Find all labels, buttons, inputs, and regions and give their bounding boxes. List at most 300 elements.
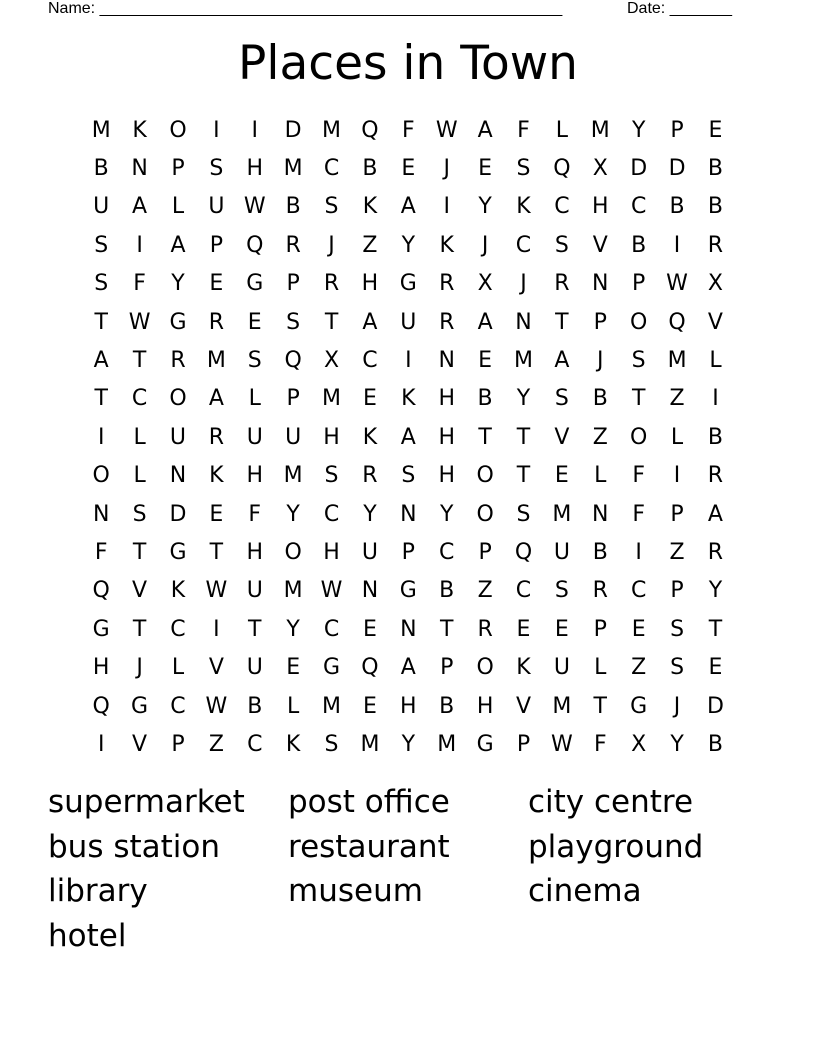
- grid-letter: F: [632, 501, 645, 527]
- grid-row: [82, 303, 735, 341]
- grid-letter: K: [170, 578, 186, 604]
- grid-letter: G: [131, 693, 149, 719]
- grid-letter: M: [514, 348, 533, 374]
- grid-letter: G: [246, 271, 264, 297]
- grid-letter: C: [170, 693, 186, 719]
- grid-row: [82, 495, 735, 533]
- grid-letter: S: [631, 348, 646, 374]
- grid-letter: D: [284, 117, 302, 143]
- grid-letter: T: [132, 539, 147, 565]
- grid-letter: S: [554, 578, 569, 604]
- word-list-item: library: [48, 873, 148, 910]
- grid-letter: P: [478, 539, 492, 565]
- grid-letter: N: [169, 463, 187, 489]
- grid-letter: C: [554, 194, 570, 220]
- grid-letter: K: [362, 424, 378, 450]
- grid-letter: M: [206, 348, 226, 374]
- grid-letter: M: [283, 156, 303, 182]
- grid-letter: L: [709, 348, 722, 374]
- grid-letter: T: [478, 424, 492, 450]
- grid-letter: L: [133, 424, 146, 450]
- grid-letter: N: [438, 348, 455, 374]
- word-list-item: supermarket: [48, 784, 245, 820]
- grid-letter: Y: [478, 194, 492, 220]
- grid-letter: B: [439, 578, 455, 604]
- grid-row: [82, 149, 735, 187]
- grid-letter: U: [285, 424, 302, 450]
- grid-letter: S: [324, 194, 339, 220]
- grid-letter: P: [440, 655, 454, 681]
- grid-letter: X: [324, 348, 340, 374]
- grid-row: [82, 226, 735, 264]
- grid-letter: S: [247, 348, 262, 374]
- grid-letter: U: [553, 655, 570, 681]
- grid-letter: P: [209, 232, 223, 258]
- grid-letter: E: [554, 616, 569, 642]
- grid-letter: U: [553, 539, 570, 565]
- grid-letter: Q: [668, 309, 686, 335]
- grid-letter: C: [170, 616, 186, 642]
- grid-letter: K: [516, 655, 531, 681]
- grid-letter: H: [323, 424, 340, 450]
- grid-letter: L: [171, 655, 185, 681]
- grid-letter: F: [248, 501, 262, 527]
- grid-letter: V: [707, 309, 723, 335]
- grid-letter: O: [630, 309, 648, 335]
- grid-letter: C: [323, 156, 340, 182]
- grid-letter: H: [438, 386, 455, 412]
- grid-letter: Z: [208, 731, 224, 757]
- grid-letter: S: [94, 232, 109, 258]
- grid-letter: H: [438, 424, 455, 450]
- word-list-item: cinema: [528, 873, 642, 910]
- grid-letter: M: [91, 117, 111, 143]
- grid-letter: R: [592, 578, 608, 604]
- grid-letter: P: [286, 271, 300, 297]
- grid-letter: H: [438, 463, 455, 489]
- grid-letter: J: [481, 232, 489, 258]
- grid-row: [82, 687, 735, 725]
- grid-letter: O: [284, 539, 302, 565]
- grid-letter: K: [401, 386, 416, 412]
- grid-letter: S: [516, 501, 531, 527]
- grid-letter: R: [707, 463, 724, 489]
- letter-grid: [82, 111, 735, 764]
- grid-letter: M: [437, 731, 457, 757]
- grid-letter: H: [323, 539, 340, 565]
- grid-letter: M: [283, 463, 303, 489]
- grid-letter: V: [515, 693, 532, 719]
- grid-letter: K: [132, 117, 147, 143]
- grid-letter: O: [476, 501, 494, 527]
- grid-letter: A: [362, 309, 378, 335]
- grid-letter: H: [400, 693, 417, 719]
- grid-letter: P: [171, 156, 185, 182]
- grid-letter: Q: [246, 232, 264, 258]
- grid-letter: H: [592, 194, 609, 220]
- grid-letter: R: [362, 463, 378, 489]
- word-list-item: hotel: [48, 917, 127, 954]
- grid-letter: E: [362, 693, 377, 719]
- grid-letter: X: [477, 271, 493, 297]
- grid-letter: U: [361, 539, 378, 565]
- grid-letter: E: [209, 271, 224, 297]
- grid-letter: C: [439, 539, 455, 565]
- grid-letter: G: [92, 616, 110, 642]
- grid-letter: L: [594, 463, 607, 489]
- word-list-item: bus station: [48, 828, 221, 865]
- grid-letter: S: [516, 156, 531, 182]
- word-list-item: city centre: [528, 784, 694, 820]
- grid-letter: Y: [670, 731, 684, 757]
- grid-letter: S: [554, 386, 569, 412]
- grid-letter: B: [285, 194, 301, 220]
- grid-letter: M: [322, 386, 342, 412]
- grid-row: [82, 188, 735, 226]
- grid-letter: F: [593, 731, 607, 757]
- word-list-item: post office: [288, 784, 450, 820]
- grid-letter: C: [630, 194, 647, 220]
- grid-letter: R: [208, 424, 225, 450]
- grid-letter: C: [515, 232, 532, 258]
- grid-letter: J: [597, 348, 604, 374]
- grid-letter: K: [209, 463, 224, 489]
- grid-letter: B: [247, 693, 263, 719]
- grid-letter: H: [361, 271, 379, 297]
- grid-letter: A: [477, 117, 493, 143]
- grid-letter: P: [171, 731, 185, 757]
- grid-letter: Y: [286, 501, 300, 527]
- grid-letter: G: [169, 539, 187, 565]
- grid-letter: O: [92, 463, 110, 489]
- grid-letter: M: [360, 731, 380, 757]
- grid-letter: Q: [361, 655, 379, 681]
- grid-letter: X: [592, 156, 608, 182]
- grid-row: [82, 533, 735, 571]
- grid-letter: C: [362, 348, 378, 374]
- grid-row: [82, 265, 735, 303]
- grid-letter: F: [401, 117, 415, 143]
- grid-letter: A: [477, 309, 493, 335]
- grid-letter: Z: [669, 539, 685, 565]
- grid-row: [82, 341, 735, 379]
- grid-letter: C: [323, 616, 340, 642]
- grid-letter: Y: [171, 271, 185, 297]
- grid-letter: A: [170, 232, 186, 258]
- grid-letter: I: [673, 232, 681, 258]
- grid-letter: F: [94, 539, 108, 565]
- grid-letter: H: [246, 539, 264, 565]
- grid-letter: Y: [631, 117, 646, 143]
- grid-letter: P: [286, 386, 300, 412]
- grid-letter: J: [520, 271, 527, 297]
- grid-letter: O: [476, 655, 494, 681]
- grid-letter: W: [205, 693, 228, 719]
- grid-letter: Z: [592, 424, 608, 450]
- grid-letter: E: [401, 156, 416, 182]
- grid-letter: M: [552, 501, 572, 527]
- grid-letter: U: [246, 424, 263, 450]
- grid-letter: B: [93, 156, 109, 182]
- grid-row: [82, 572, 735, 610]
- grid-row: [82, 457, 735, 495]
- grid-letter: D: [169, 501, 187, 527]
- grid-letter: R: [208, 309, 225, 335]
- grid-row: [82, 380, 735, 418]
- grid-letter: J: [443, 156, 450, 182]
- grid-letter: T: [593, 693, 607, 719]
- grid-letter: X: [707, 271, 723, 297]
- grid-letter: S: [324, 463, 339, 489]
- grid-letter: G: [169, 309, 187, 335]
- grid-letter: E: [362, 386, 377, 412]
- grid-letter: P: [670, 578, 684, 604]
- grid-letter: N: [361, 578, 379, 604]
- grid-letter: W: [320, 578, 343, 604]
- grid-letter: F: [517, 117, 530, 143]
- grid-letter: S: [401, 463, 416, 489]
- grid-letter: E: [516, 616, 531, 642]
- grid-letter: W: [551, 731, 573, 757]
- grid-letter: T: [555, 309, 569, 335]
- grid-letter: Q: [284, 348, 302, 374]
- grid-letter: P: [670, 117, 684, 143]
- grid-letter: I: [405, 348, 412, 374]
- grid-row: [82, 648, 735, 686]
- grid-letter: M: [322, 117, 342, 143]
- grid-letter: S: [554, 232, 569, 258]
- grid-letter: P: [401, 539, 415, 565]
- grid-row: [82, 418, 735, 456]
- grid-letter: R: [439, 309, 455, 335]
- grid-letter: L: [287, 693, 300, 719]
- grid-letter: B: [631, 232, 647, 258]
- grid-letter: M: [552, 693, 572, 719]
- grid-letter: O: [169, 386, 187, 412]
- grid-letter: B: [439, 693, 455, 719]
- grid-letter: R: [707, 539, 724, 565]
- grid-letter: S: [132, 501, 147, 527]
- grid-letter: R: [170, 348, 186, 374]
- grid-letter: N: [592, 501, 609, 527]
- grid-letter: K: [439, 232, 454, 258]
- grid-letter: X: [631, 731, 647, 757]
- grid-letter: N: [400, 616, 417, 642]
- grid-letter: R: [285, 232, 301, 258]
- grid-row: [82, 610, 735, 648]
- grid-letter: Y: [439, 501, 454, 527]
- grid-letter: G: [476, 731, 494, 757]
- grid-letter: G: [630, 693, 648, 719]
- page-title: Places in Town: [238, 36, 578, 91]
- grid-letter: E: [708, 655, 723, 681]
- grid-letter: C: [131, 386, 148, 412]
- grid-letter: W: [128, 309, 151, 335]
- grid-letter: U: [246, 655, 263, 681]
- grid-letter: W: [243, 194, 266, 220]
- grid-letter: S: [670, 655, 685, 681]
- grid-letter: L: [133, 463, 146, 489]
- grid-letter: U: [169, 424, 187, 450]
- grid-letter: T: [516, 424, 531, 450]
- grid-letter: T: [132, 348, 147, 374]
- grid-letter: B: [592, 539, 608, 565]
- grid-letter: S: [209, 156, 224, 182]
- grid-letter: E: [362, 616, 377, 642]
- grid-letter: Y: [363, 501, 377, 527]
- grid-letter: N: [515, 309, 532, 335]
- grid-letter: R: [323, 271, 340, 297]
- grid-letter: L: [670, 424, 684, 450]
- grid-letter: V: [592, 232, 608, 258]
- grid-letter: O: [630, 424, 648, 450]
- grid-letter: Z: [477, 578, 493, 604]
- grid-letter: Y: [516, 386, 531, 412]
- grid-letter: H: [92, 655, 110, 681]
- grid-letter: B: [707, 731, 723, 757]
- grid-letter: I: [213, 616, 220, 642]
- word-list-item: playground: [528, 828, 704, 865]
- grid-letter: U: [246, 578, 263, 604]
- grid-letter: H: [246, 156, 264, 182]
- grid-letter: E: [554, 463, 569, 489]
- grid-letter: T: [248, 616, 262, 642]
- grid-letter: E: [708, 117, 723, 143]
- grid-letter: P: [670, 501, 684, 527]
- grid-row: [82, 111, 735, 149]
- grid-letter: Q: [92, 693, 110, 719]
- grid-letter: A: [93, 348, 109, 374]
- grid-letter: P: [632, 271, 646, 297]
- grid-letter: B: [707, 424, 723, 450]
- grid-letter: N: [400, 501, 417, 527]
- grid-letter: T: [439, 616, 454, 642]
- grid-letter: F: [632, 463, 645, 489]
- grid-letter: J: [673, 693, 681, 719]
- grid-letter: Z: [631, 655, 647, 681]
- grid-letter: A: [400, 424, 416, 450]
- grid-letter: Z: [669, 386, 685, 412]
- word-list-item: museum: [288, 873, 423, 910]
- grid-letter: I: [635, 539, 642, 565]
- grid-row: [82, 725, 735, 763]
- grid-letter: E: [631, 616, 646, 642]
- grid-letter: Y: [286, 616, 300, 642]
- grid-letter: U: [208, 194, 225, 220]
- grid-letter: U: [400, 309, 417, 335]
- grid-letter: R: [554, 271, 570, 297]
- grid-letter: M: [590, 117, 610, 143]
- grid-letter: J: [136, 655, 143, 681]
- grid-letter: W: [666, 271, 688, 297]
- grid-letter: N: [131, 156, 148, 182]
- grid-letter: S: [324, 731, 339, 757]
- grid-letter: K: [285, 731, 301, 757]
- grid-letter: L: [555, 117, 569, 143]
- grid-letter: D: [706, 693, 724, 719]
- grid-letter: I: [251, 117, 258, 143]
- grid-letter: G: [399, 578, 417, 604]
- grid-letter: E: [247, 309, 262, 335]
- grid-letter: T: [132, 616, 147, 642]
- grid-letter: W: [205, 578, 228, 604]
- grid-letter: T: [94, 386, 108, 412]
- grid-letter: A: [707, 501, 723, 527]
- grid-letter: E: [478, 348, 493, 374]
- grid-letter: I: [97, 424, 105, 450]
- grid-letter: L: [594, 655, 607, 681]
- grid-letter: T: [94, 309, 108, 335]
- grid-letter: M: [667, 348, 687, 374]
- word-list: [48, 780, 768, 958]
- grid-letter: G: [399, 271, 417, 297]
- grid-letter: R: [439, 271, 455, 297]
- grid-letter: I: [443, 194, 450, 220]
- grid-letter: W: [435, 117, 458, 143]
- grid-letter: Z: [362, 232, 378, 258]
- name-line: Name: ____________________________________________________: [48, 0, 563, 17]
- grid-letter: T: [324, 309, 339, 335]
- grid-letter: N: [92, 501, 110, 527]
- grid-letter: I: [712, 386, 719, 412]
- date-line: Date: _______: [627, 0, 732, 17]
- grid-letter: E: [209, 501, 224, 527]
- grid-letter: B: [362, 156, 378, 182]
- grid-letter: A: [554, 348, 570, 374]
- grid-letter: K: [362, 194, 378, 220]
- grid-letter: V: [132, 731, 148, 757]
- grid-letter: V: [132, 578, 148, 604]
- grid-letter: S: [94, 271, 109, 297]
- grid-letter: T: [209, 539, 224, 565]
- grid-letter: B: [707, 194, 723, 220]
- grid-letter: L: [248, 386, 261, 412]
- grid-letter: A: [208, 386, 224, 412]
- grid-letter: O: [169, 117, 187, 143]
- grid-letter: S: [670, 616, 685, 642]
- grid-letter: Y: [401, 232, 416, 258]
- grid-letter: C: [247, 731, 263, 757]
- grid-letter: D: [630, 156, 648, 182]
- grid-letter: K: [516, 194, 531, 220]
- grid-letter: E: [286, 655, 301, 681]
- grid-letter: Q: [92, 578, 110, 604]
- grid-letter: A: [132, 194, 148, 220]
- grid-letter: T: [516, 463, 531, 489]
- grid-letter: R: [707, 232, 724, 258]
- grid-letter: F: [133, 271, 146, 297]
- grid-letter: B: [592, 386, 608, 412]
- grid-letter: Q: [553, 156, 571, 182]
- grid-letter: C: [630, 578, 647, 604]
- grid-letter: C: [323, 501, 340, 527]
- grid-letter: C: [515, 578, 532, 604]
- grid-letter: T: [631, 386, 646, 412]
- grid-letter: Y: [401, 731, 416, 757]
- grid-letter: V: [208, 655, 224, 681]
- grid-letter: Y: [708, 578, 723, 604]
- grid-letter: B: [707, 156, 723, 182]
- grid-letter: G: [323, 655, 341, 681]
- grid-letter: L: [171, 194, 185, 220]
- grid-letter: N: [592, 271, 609, 297]
- grid-letter: Q: [361, 117, 379, 143]
- grid-letter: T: [708, 616, 723, 642]
- grid-letter: I: [673, 463, 681, 489]
- grid-letter: H: [476, 693, 494, 719]
- grid-letter: I: [136, 232, 143, 258]
- grid-letter: H: [246, 463, 264, 489]
